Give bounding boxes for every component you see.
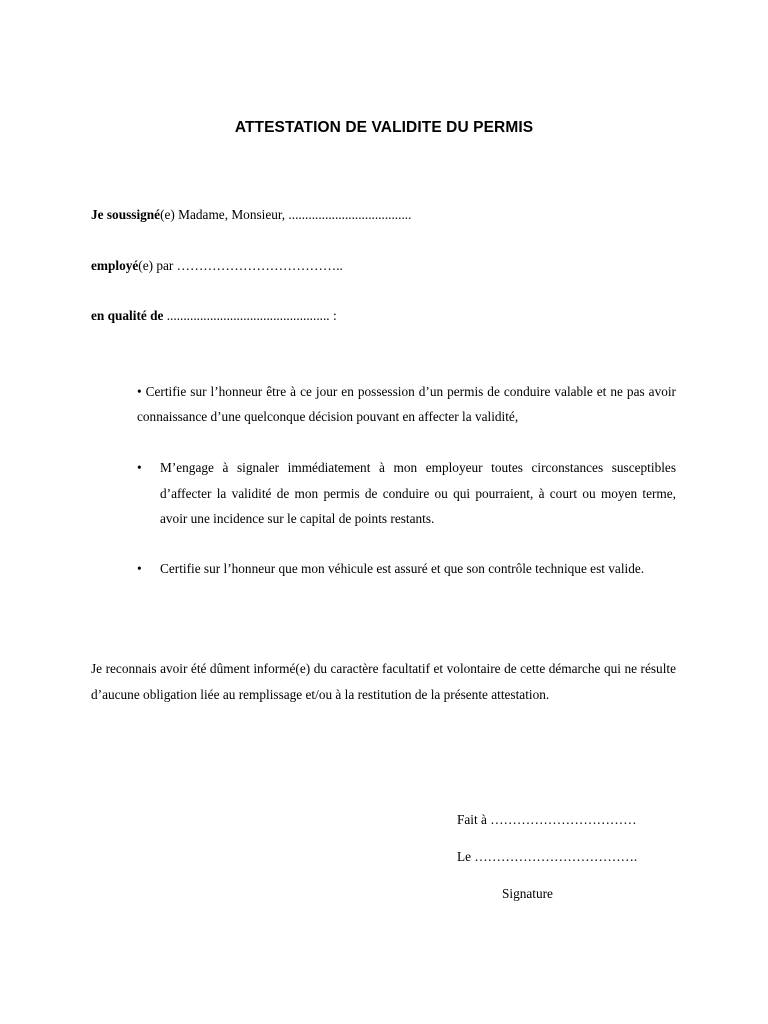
signature-label: Signature: [502, 886, 553, 901]
list-item: [137, 556, 676, 582]
name-field-label: Je soussigné: [91, 207, 161, 222]
acknowledgement-paragraph: Je reconnais avoir été dûment informé(e) du caractère facultatif et volontaire de cette démarche qui ne résulte d’aucune obligation liée au remplissage et/ou à la restitution de la présente attestation.: [91, 661, 676, 702]
role-field-blank: ................................................. :: [163, 308, 337, 323]
bullet-icon: •: [137, 460, 142, 475]
document-title: ATTESTATION DE VALIDITE DU PERMIS: [234, 119, 534, 136]
list-item-text: Certifie sur l’honneur que mon véhicule est assuré et que son contrôle technique est valide.: [160, 561, 645, 576]
employer-field-blank: (e) par ………………………………..: [138, 258, 343, 273]
name-field-blank: (e) Madame, Monsieur, .....................................: [160, 207, 412, 222]
date-field: Le ……………………………….: [457, 849, 638, 864]
place-field: Fait à ……………………………: [457, 812, 637, 827]
bullet-icon: •: [137, 561, 142, 576]
name-field-line: [91, 207, 411, 223]
list-item: [137, 455, 676, 532]
employer-field-label: employé: [91, 258, 139, 273]
first-certification: • Certifie sur l’honneur être à ce jour en possession d’un permis de conduire valable et ne pas avoir connaissance d’une quelconque décision pouvant en affecter la validité,: [137, 384, 676, 424]
role-field-line: [91, 308, 337, 324]
list-item-text: M’engage à signaler immédiatement à mon employeur toutes circonstances susceptibles d’affecter la validité de mon permis de conduire ou qui pourraient, à court ou moyen terme, avoir une incidence sur le capital de points restants.: [160, 460, 676, 526]
employer-field-line: [91, 258, 343, 274]
role-field-label: en qualité de: [91, 308, 164, 323]
